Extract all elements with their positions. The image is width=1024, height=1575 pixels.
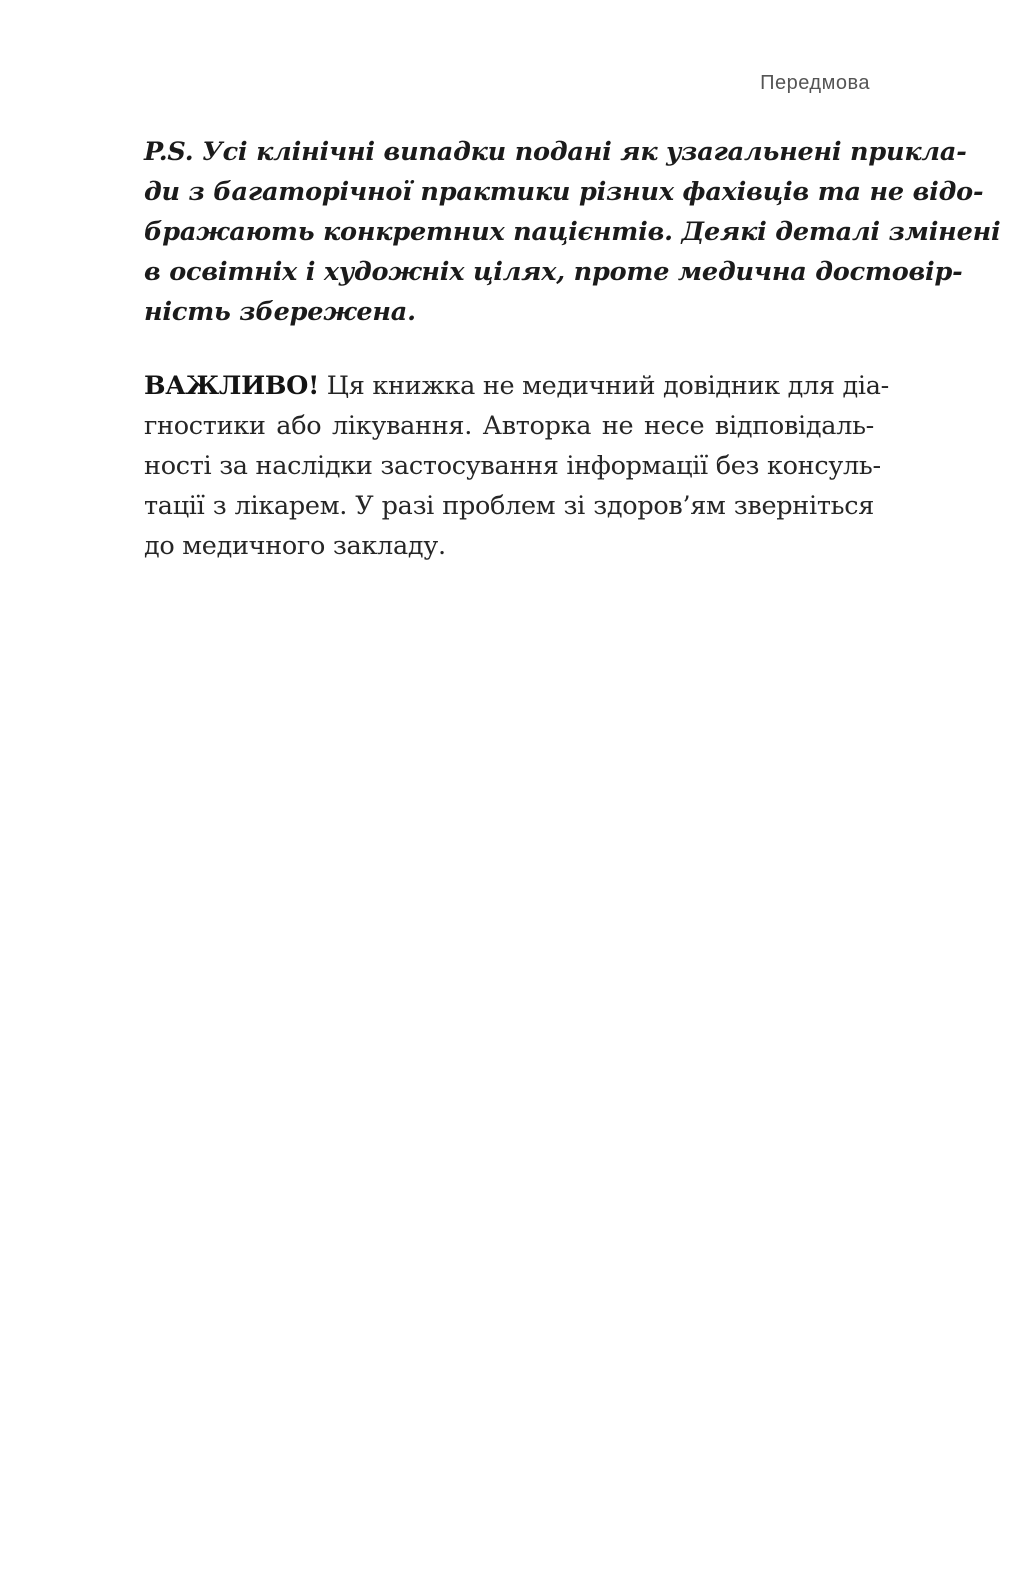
ps-note-paragraph [144, 132, 1001, 332]
important-note-line: ності за наслідки застосування інформації без консуль- [144, 451, 881, 481]
ps-note-line: ди з багаторічної практики різних фахівців та не відо- [144, 177, 984, 207]
important-note-line: гностики або лікування. Авторка не несе відповідаль- [144, 411, 874, 441]
important-note-paragraph [144, 366, 889, 566]
important-label: ВАЖЛИВО! [144, 371, 319, 401]
ps-note-line: ність збережена. [144, 297, 416, 327]
important-note-line: тації з лікарем. У разі проблем зі здоров’ям зверніться [144, 491, 874, 521]
running-header: Передмова [760, 72, 870, 94]
ps-note-line: P.S. Усі клінічні випадки подані як узагальнені прикла- [144, 137, 967, 167]
important-note-line [144, 366, 889, 406]
important-note-line: до медичного закладу. [144, 531, 446, 561]
ps-note-line: в освітніх і художніх цілях, проте медична достовір- [144, 257, 963, 287]
important-note-text: Ця книжка не медичний довідник для діа- [318, 371, 889, 401]
ps-note-line: бражають конкретних пацієнтів. Деякі деталі змінені [144, 217, 1001, 247]
